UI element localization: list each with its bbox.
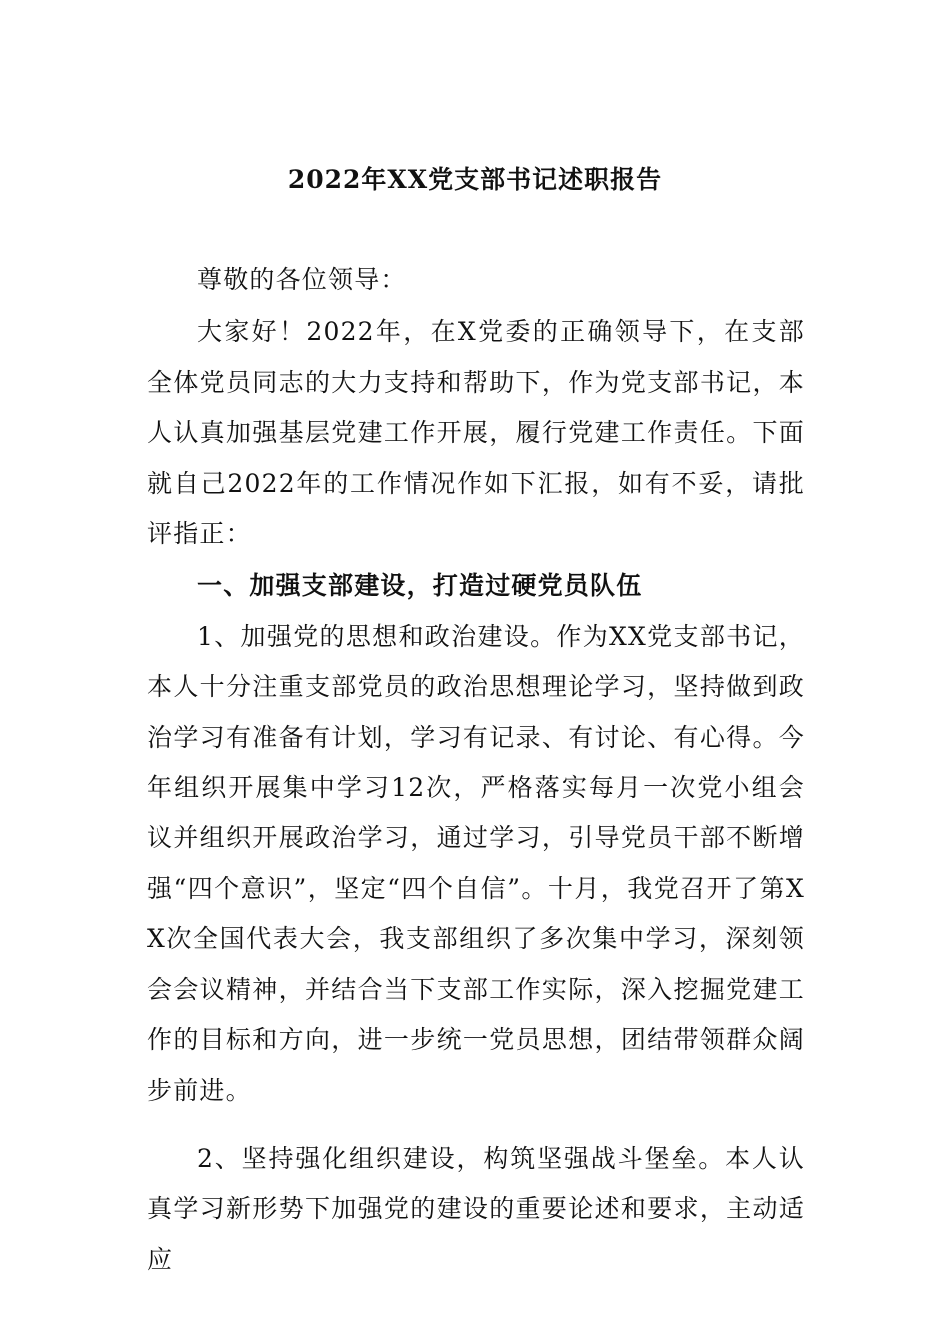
document-title: 2022年XX党支部书记述职报告 <box>287 165 663 194</box>
paragraph-2: 2、坚持强化组织建设，构筑坚强战斗堡垒。本人认真学习新形势下加强党的建设的重要论述和要求，主动适应 <box>147 1143 805 1274</box>
document-body <box>147 255 805 1285</box>
paragraph-1: 1、加强党的思想和政治建设。作为XX党支部书记，本人十分注重支部党员的政治思想理论学习，坚持做到政治学习有准备有计划，学习有记录、有讨论、有心得。今年组织开展集中学习12次，严格落实每月一次党小组会议并组织开展政治学习，通过学习，引导党员干部不断增强“四个意识”，坚定“四个自信”。十月，我党召开了第XX次全国代表大会，我支部组织了多次集中学习，深刻领会会议精神，并结合当下支部工作实际，深入挖掘党建工作的目标和方向，进一步统一党员思想，团结带领群众阔步前进。 <box>147 621 805 1105</box>
salutation: 尊敬的各位领导： <box>197 265 407 294</box>
intro-paragraph: 大家好！2022年，在X党委的正确领导下，在支部全体党员同志的大力支持和帮助下，作为党支部书记，本人认真加强基层党建工作开展，履行党建工作责任。下面就自己2022年的工作情况作如下汇报，如有不妥，请批评指正： <box>147 317 805 549</box>
section-heading-1: 一、加强支部建设，打造过硬党员队伍 <box>197 571 643 601</box>
